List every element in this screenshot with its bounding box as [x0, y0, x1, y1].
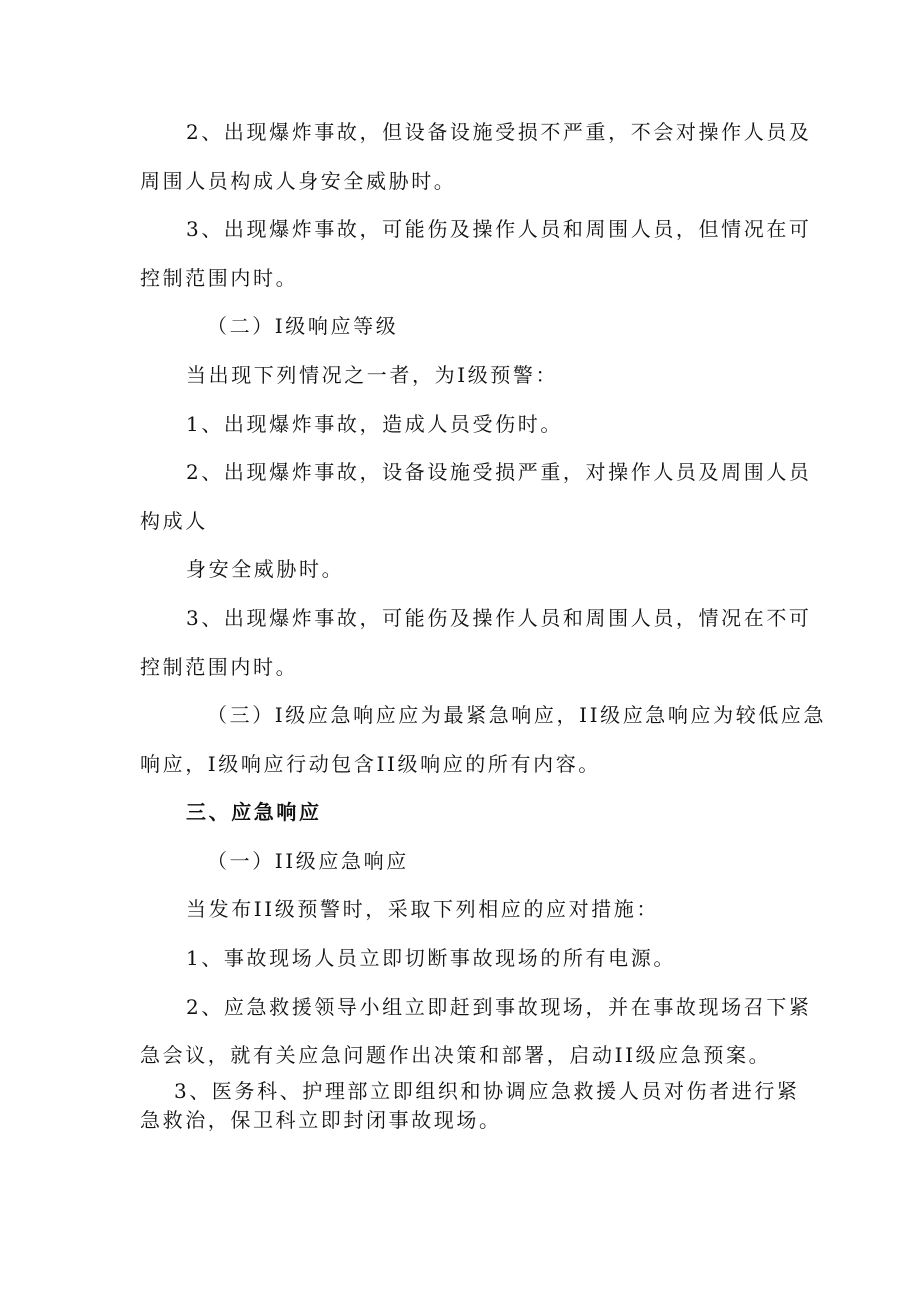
- subsection-heading: （二）I级响应等级: [207, 314, 399, 338]
- section-heading: 三、应急响应: [186, 800, 322, 824]
- paragraph-line: 3、出现爆炸事故，可能伤及操作人员和周围人员，情况在不可: [186, 606, 812, 630]
- paragraph-line: 急会议，就有关应急问题作出决策和部署，启动II级应急预案。: [140, 1043, 772, 1067]
- paragraph-line: 控制范围内时。: [140, 266, 299, 290]
- paragraph-line: 响应，I级响应行动包含II级响应的所有内容。: [140, 752, 601, 776]
- paragraph-line: 急救治，保卫科立即封闭事故现场。: [140, 1108, 502, 1132]
- paragraph-line: 周围人员构成人身安全威胁时。: [140, 169, 457, 193]
- paragraph-line: 控制范围内时。: [140, 655, 299, 679]
- paragraph-line: 2、出现爆炸事故，设备设施受损严重，对操作人员及周围人员: [186, 460, 812, 484]
- paragraph-line: （三）I级应急响应应为最紧急响应，II级应急响应为较低应急: [207, 703, 827, 727]
- paragraph-line: 2、应急救援领导小组立即赶到事故现场，并在事故现场召下紧: [186, 995, 812, 1019]
- paragraph-line: 身安全威胁时。: [186, 557, 345, 581]
- subsection-heading: （一）II级应急响应: [207, 849, 409, 873]
- paragraph-line: 1、出现爆炸事故，造成人员受伤时。: [186, 412, 563, 436]
- paragraph-line: 1、事故现场人员立即切断事故现场的所有电源。: [186, 946, 676, 970]
- paragraph-line: 2、出现爆炸事故，但设备设施受损不严重，不会对操作人员及: [186, 120, 812, 144]
- paragraph-line: 当出现下列情况之一者，为I级预警：: [186, 363, 559, 387]
- paragraph-line: 3、出现爆炸事故，可能伤及操作人员和周围人员，但情况在可: [186, 217, 812, 241]
- paragraph-line: 当发布II级预警时，采取下列相应的应对措施：: [186, 897, 660, 921]
- paragraph-line: 构成人: [140, 509, 208, 533]
- paragraph-line: 3、医务科、护理部立即组织和协调应急救援人员对伤者进行紧: [174, 1079, 800, 1103]
